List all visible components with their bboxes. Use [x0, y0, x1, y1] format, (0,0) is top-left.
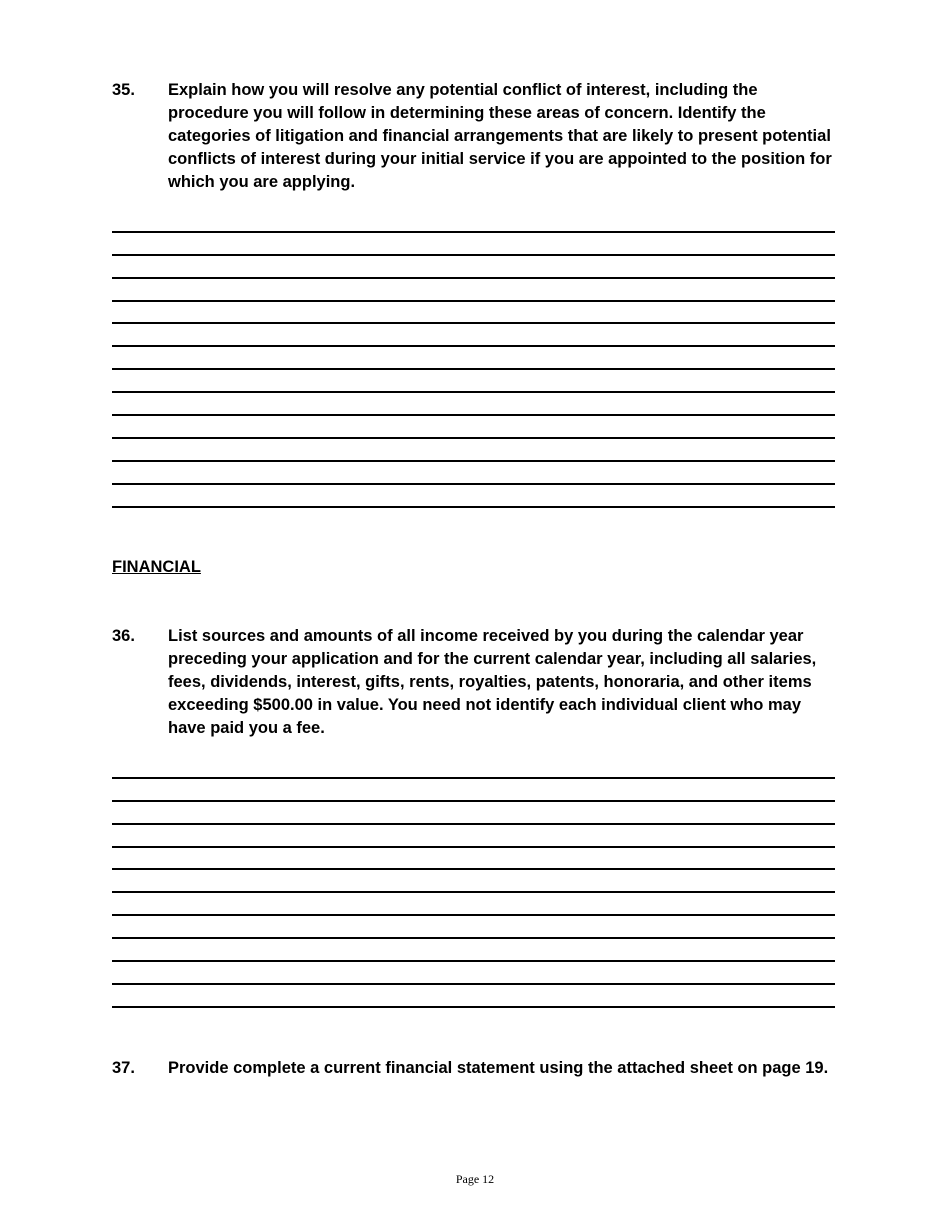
- answer-line[interactable]: [112, 983, 835, 985]
- question-36: [112, 625, 842, 740]
- answer-line[interactable]: [112, 823, 835, 825]
- question-number: 36.: [112, 627, 135, 645]
- answer-line[interactable]: [112, 368, 835, 370]
- question-number: 35.: [112, 81, 135, 99]
- answer-line[interactable]: [112, 937, 835, 939]
- answer-line[interactable]: [112, 277, 835, 279]
- section-heading-financial: FINANCIAL: [112, 558, 201, 576]
- answer-line[interactable]: [112, 777, 835, 779]
- page-number: Page 12: [455, 1172, 495, 1186]
- question-37: [112, 1057, 842, 1080]
- question-text: Explain how you will resolve any potential conflict of interest, including the procedure you will follow in determining these areas of concern. Identify the categories of litigation and financial arrangements that are likely to present potential conflicts of interest during your initial service if you are appointed to the position for which you are applying.: [168, 81, 832, 191]
- question-number: 37.: [112, 1059, 135, 1077]
- answer-line[interactable]: [112, 345, 835, 347]
- answer-line[interactable]: [112, 300, 835, 302]
- answer-line[interactable]: [112, 891, 835, 893]
- answer-line[interactable]: [112, 322, 835, 324]
- question-35: [112, 79, 842, 194]
- answer-line[interactable]: [112, 460, 835, 462]
- answer-line[interactable]: [112, 414, 835, 416]
- answer-line[interactable]: [112, 846, 835, 848]
- answer-line[interactable]: [112, 437, 835, 439]
- answer-line[interactable]: [112, 914, 835, 916]
- answer-line[interactable]: [112, 506, 835, 508]
- answer-line[interactable]: [112, 960, 835, 962]
- answer-line[interactable]: [112, 868, 835, 870]
- answer-line[interactable]: [112, 391, 835, 393]
- answer-line[interactable]: [112, 800, 835, 802]
- question-text: List sources and amounts of all income received by you during the calendar year preceding your application and for the current calendar year, including all salaries, fees, dividends, interest, gifts, rents, royalties, patents, honoraria, and other items exceeding $500.00 in value. You need not identify each individual client who may have paid you a fee.: [168, 627, 817, 737]
- question-text: Provide complete a current financial statement using the attached sheet on page 19.: [168, 1059, 829, 1077]
- answer-line[interactable]: [112, 231, 835, 233]
- answer-line[interactable]: [112, 483, 835, 485]
- answer-line[interactable]: [112, 1006, 835, 1008]
- answer-line[interactable]: [112, 254, 835, 256]
